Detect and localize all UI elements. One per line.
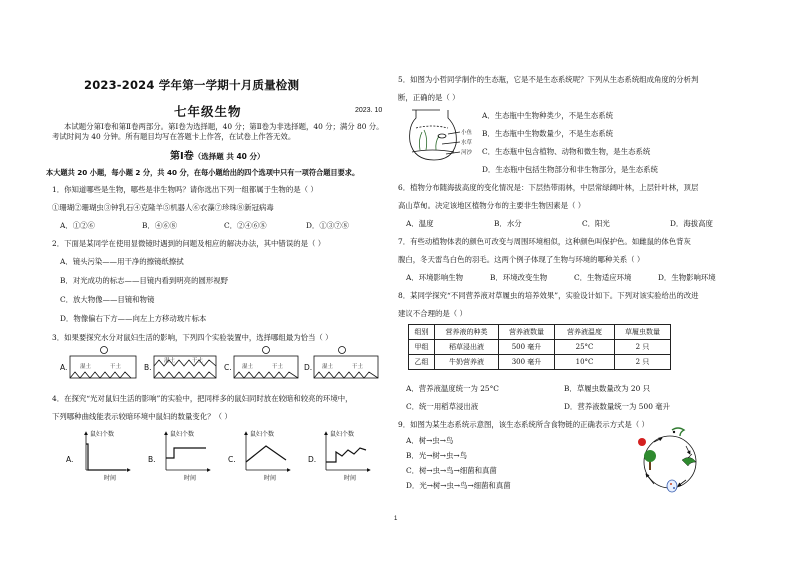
q5-label-plant: 水草 [461,140,473,146]
table-cell: 10°C [555,355,615,370]
q2-option-b[interactable]: B．对光成功的标志——目镜内看到明亮的圆形视野 [60,276,229,285]
q3-a-dry: 干土 [110,364,122,370]
q4-b-xlabel: 时间 [184,475,197,482]
q3-d-dry: 干土 [352,364,364,370]
q3-box-c [234,347,298,379]
q3-b-wet: 湿土 [164,358,176,364]
table-cell: 牛奶营养液 [435,355,499,370]
table-cell: 25°C [555,340,615,355]
table-cell: 500 毫升 [499,340,555,355]
q3-d-wet: 湿土 [322,364,334,370]
table-cell: 2 只 [615,340,671,355]
q5-option-b[interactable]: B．生态瓶中生物数量少，不是生态系统 [482,129,614,138]
q1-option-c[interactable]: C．②④⑥⑧ [224,221,267,230]
table-row [409,340,671,355]
q2-stem: 2．下面是某同学在使用显微镜时遇到的问题及相应的解决办法，其中错误的是（ ） [52,239,326,248]
q3-b-dry: 干土 [192,358,204,364]
q8-stem-2: 建议不合理的是（ ） [398,309,467,318]
intro-text: 本试题分第Ⅰ卷和第Ⅱ卷两部分。第Ⅰ卷为选择题，40 分；第Ⅱ卷为非选择题，40 分；满分 80 分。考试时间为 40 分钟。所有题目均写在答题卡上作答，在试卷上作答无效。 [52,122,384,142]
q1-items: ①珊瑚②珊瑚虫③钟乳石④克隆羊⑤机器人⑥衣藻⑦珍珠⑧新冠病毒 [52,203,274,212]
section-heading: 第Ⅰ卷 [170,151,194,162]
q2-option-d[interactable]: D．物像偏右下方——向左上方移动玻片标本 [60,314,207,323]
q6-stem-2: 高山草甸。决定该地区植物分布的主要非生物因素是（ ） [398,201,586,210]
table-header: 营养液数量 [499,325,555,340]
q3-label-c[interactable]: C. [224,363,232,372]
q3-figure [52,344,384,390]
q3-c-wet: 湿土 [242,364,254,370]
q8-option-c[interactable]: C．统一用稻草浸出液 [406,402,479,411]
table-cell: 2 只 [615,355,671,370]
q4-label-d[interactable]: D. [308,455,317,464]
q8-option-a[interactable]: A．营养液温度统一为 25°C [406,384,499,393]
q3-label-b[interactable]: B. [144,363,152,372]
sun-icon [638,438,646,446]
q1-option-d[interactable]: D．①③⑦⑧ [306,221,349,230]
q6-option-b[interactable]: B．水分 [494,219,522,228]
q7-option-c[interactable]: C．生物适应环境 [574,273,632,282]
q6-stem-1: 6．植物分布随海拔高度的变化情况是：下层热带雨林，中层常绿阔叶林，上层针叶林，顶层 [398,183,699,192]
table-cell: 300 毫升 [499,355,555,370]
q9-stem: 9．如图为某生态系统示意图，该生态系统所含食物链的正确表示方式是（ ） [398,420,649,429]
q7-option-b[interactable]: B．环境改变生物 [490,273,548,282]
q7-option-a[interactable]: A．环境影响生物 [406,273,464,282]
q4-c-xlabel: 时间 [264,475,277,482]
q7-stem-1: 7．有些动植物体表的颜色可改变与周围环境相似，这种颜色叫保护色。如雌鼠的体色背灰 [398,237,691,246]
q3-c-dry: 干土 [272,364,284,370]
q8-stem-1: 8．某同学探究“不同营养液对草履虫的培养效果”，实验设计如下。下列对该实验给出的改进 [398,291,699,300]
sun-icon [101,347,108,354]
q4-d-ylabel: 鼠妇个数 [330,431,355,438]
q4-label-a[interactable]: A. [66,455,74,464]
sun-icon [339,347,346,354]
q1-option-b[interactable]: B．④⑥⑧ [142,221,177,230]
q4-a-ylabel: 鼠妇个数 [90,431,115,438]
q2-option-a[interactable]: A．镜头污染——用干净的擦镜纸擦拭 [60,257,184,266]
q7-stem-2: 腹白，冬天雷鸟白色的羽毛。这两个例子体现了生物与环境的哪种关系（ ） [398,255,645,264]
q8-option-b[interactable]: B．草履虫数量改为 20 只 [564,384,651,393]
q8-option-d[interactable]: D．营养液数量统一为 500 毫升 [564,402,671,411]
q4-c-ylabel: 鼠妇个数 [250,431,275,438]
q4-label-b[interactable]: B. [148,455,156,464]
q5-stem-2: 断，正确的是（ ） [398,93,460,102]
q6-option-a[interactable]: A．温度 [406,219,434,228]
q3-box-d [314,347,378,379]
bird-icon [682,454,696,466]
q4-b-ylabel: 鼠妇个数 [170,431,195,438]
q5-label-fish: 小鱼 [461,130,473,136]
table-header: 营养液温度 [555,325,615,340]
table-cell: 稻草浸出液 [435,340,499,355]
q5-option-a[interactable]: A．生态瓶中生物种类少，不是生态系统 [482,111,613,120]
q1-option-a[interactable]: A．①②⑥ [60,221,95,230]
q9-option-b[interactable]: B．光→树→虫→鸟 [406,451,467,460]
q4-stem-2: 下列哪种曲线能表示较暗环境中鼠妇的数量变化？（ ） [52,412,232,421]
q4-label-c[interactable]: C. [228,455,236,464]
table-header-row [409,325,671,340]
table-header: 组别 [409,325,435,340]
q5-stem-1: 5．如图为小哲同学制作的生态瓶，它是不是生态系统呢？下列从生态系统组成角度的分析判 [398,75,699,84]
q5-option-d[interactable]: D．生态瓶中包括生物部分和非生物部分，是生态系统 [482,165,658,174]
exam-subtitle: 七年级生物 [174,104,242,119]
exam-date: 2023. 10 [355,107,383,114]
table-cell: 乙组 [409,355,435,370]
section-instruction: 本大题共 20 小题，每小题 2 分，共 40 分，在每小题给出的四个选项中只有一项符合题目要求。 [46,168,360,177]
table-cell: 甲组 [409,340,435,355]
q4-stem-1: 4．在探究“光对鼠妇生活的影响”的实验中，把同样多的鼠妇同时放在较暗和较亮的环境中， [52,394,353,403]
q6-option-d[interactable]: D．海拔高度 [670,219,713,228]
q3-label-d[interactable]: D. [304,363,313,372]
q9-option-a[interactable]: A．树→虫→鸟 [406,436,454,445]
q8-table [408,324,671,370]
table-header: 草履虫数量 [615,325,671,340]
table-row [409,355,671,370]
q4-figure [52,428,384,482]
q3-box-a [70,347,136,379]
page-number: 1 [394,516,398,522]
q4-d-xlabel: 时间 [344,475,357,482]
q9-ecosystem-figure [628,424,708,496]
fish-icon [438,134,446,138]
q1-stem: 1．你知道哪些是生物，哪些是非生物吗？请你选出下列一组都属于生物的是（ ） [52,185,318,194]
section-note: （选择题 共 40 分） [193,152,265,161]
q9-option-d[interactable]: D．光→树→虫→鸟→细菌和真菌 [406,481,511,490]
insect-icon [672,428,684,436]
exam-title: 2023-2024 学年第一学期十月质量检测 [84,78,300,92]
q2-option-c[interactable]: C．放大物像——目镜和物镜 [60,295,155,304]
q5-option-c[interactable]: C．生态瓶中包含植物、动物和微生物，是生态系统 [482,147,651,156]
q9-option-c[interactable]: C．树→虫→鸟→细菌和真菌 [406,466,497,475]
q3-stem: 3．如果要探究水分对鼠妇生活的影响，下列四个实验装置中，选择哪组最为恰当（ ） [52,333,333,342]
q5-label-sand: 河沙 [461,150,473,156]
q3-label-a[interactable]: A. [60,363,68,372]
fungi-icon [667,480,677,492]
q7-option-d[interactable]: D．生物影响环境 [658,273,716,282]
tree-icon [644,450,656,470]
q4-a-xlabel: 时间 [104,475,117,482]
section-title [170,151,265,164]
sun-icon [263,347,270,354]
table-header: 营养液的种类 [435,325,499,340]
q6-option-c[interactable]: C．阳光 [582,219,610,228]
q5-ecobottle-figure [406,104,474,166]
q3-a-wet: 湿土 [80,364,92,370]
